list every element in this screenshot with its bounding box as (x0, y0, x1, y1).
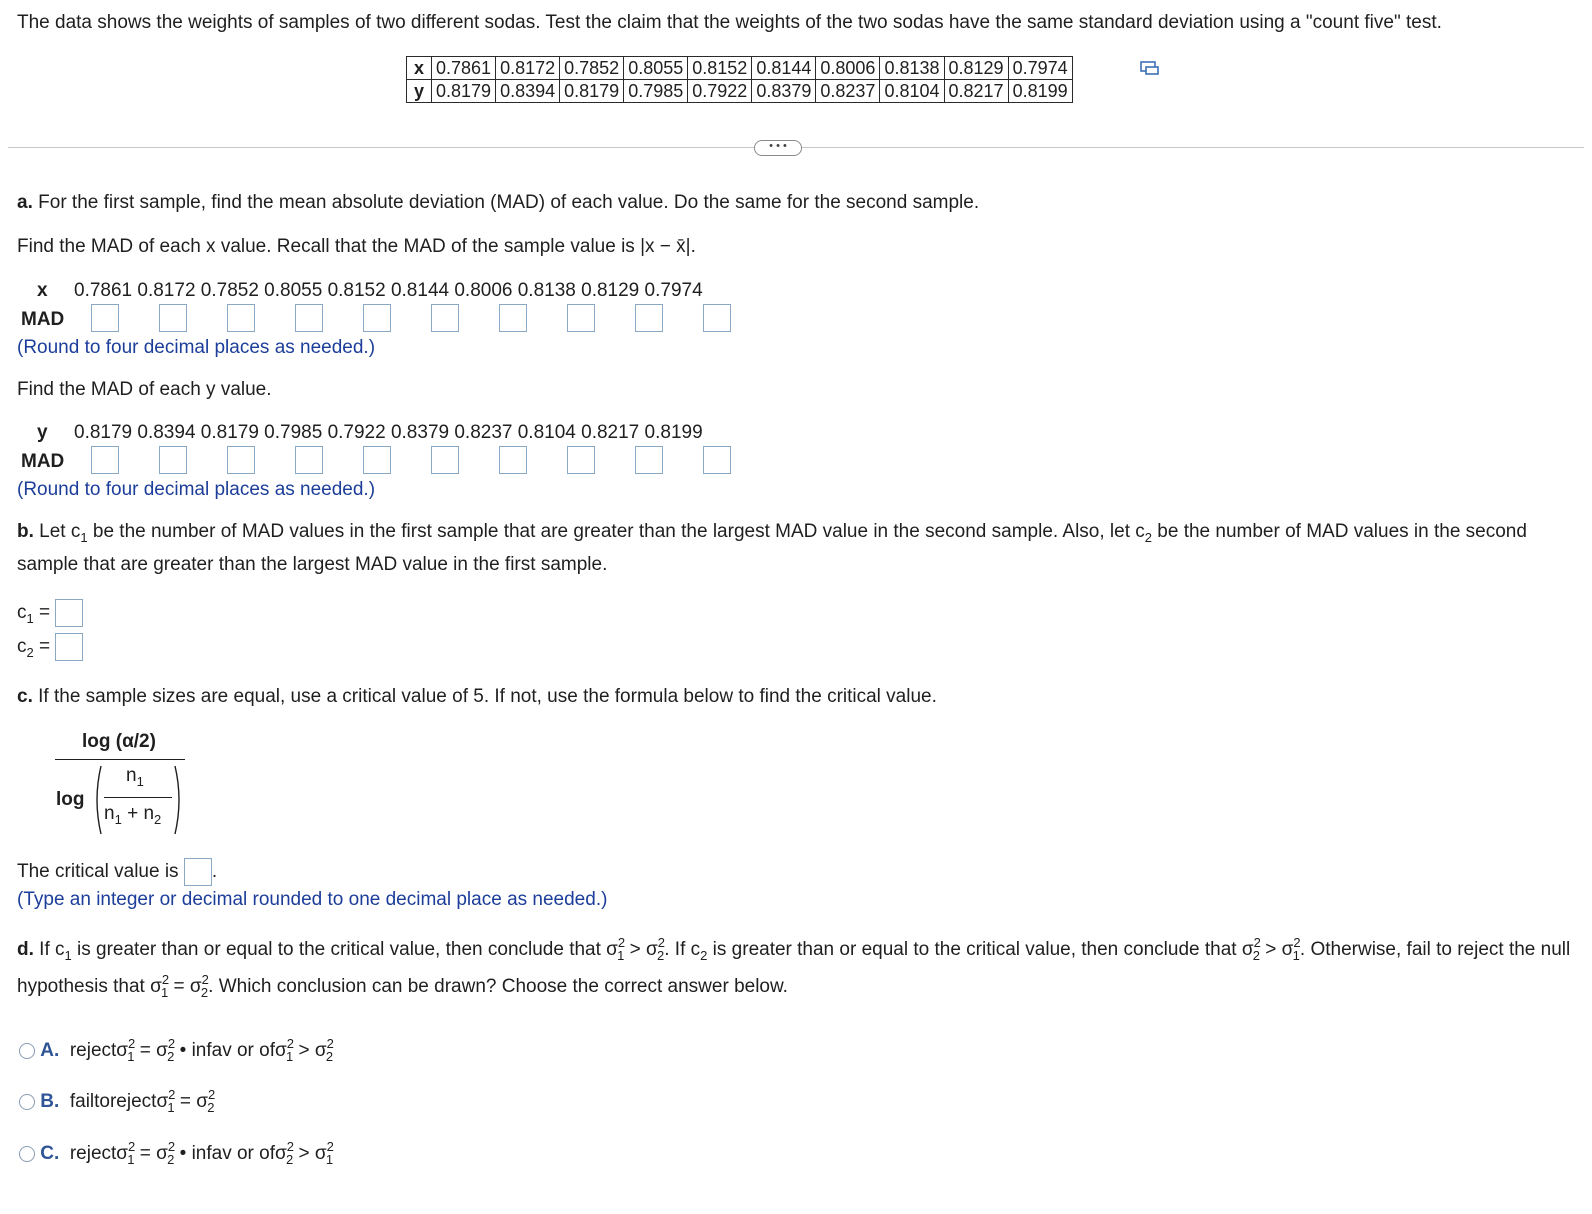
y-values-list: 0.8179 0.8394 0.8179 0.7985 0.7922 0.8379 0.8237 0.8104 0.8217 0.8199 (74, 422, 703, 443)
x-mad-inputs (91, 304, 771, 332)
subscript: 2 (26, 645, 34, 661)
option-c-text-d: > σ (293, 1143, 327, 1164)
subscript: 1 (127, 1152, 135, 1167)
subscript: 2 (167, 1049, 175, 1064)
table-cell: 0.8199 (1008, 80, 1072, 103)
superscript: 2 (128, 1036, 136, 1051)
table-cell: 0.8179 (432, 80, 496, 103)
x-mad-prompt (17, 236, 696, 258)
part-d-text-d: . If c (664, 939, 701, 960)
c2-row (17, 633, 83, 661)
part-a-heading (17, 192, 979, 214)
x-mad-input-10[interactable] (703, 304, 731, 332)
table-cell: 0.8144 (752, 57, 816, 80)
y-mad-input-3[interactable] (227, 446, 255, 474)
subscript: 1 (64, 948, 72, 963)
table-cell: 0.8055 (624, 57, 688, 80)
option-b-radio[interactable] (19, 1094, 35, 1110)
data-table-wrap (406, 56, 1073, 103)
part-c-heading (17, 686, 937, 708)
superscript: 2 (161, 972, 170, 987)
y-mad-prompt: Find the MAD of each y value. (17, 379, 272, 400)
mad-formula: |x − x̄|. (640, 236, 696, 257)
y-mad-input-7[interactable] (499, 446, 527, 474)
superscript: 2 (326, 1139, 334, 1154)
option-a-text-b: = σ (134, 1040, 168, 1061)
y-round-note: (Round to four decimal places as needed.) (17, 479, 376, 500)
table-label-y: y (407, 80, 432, 103)
option-c-text-c: • infav or ofσ (174, 1143, 287, 1164)
critical-value-row (17, 858, 217, 886)
table-row-y (407, 80, 1073, 103)
subscript: 1 (80, 530, 88, 545)
x-mad-input-4[interactable] (295, 304, 323, 332)
c2-label: c (17, 636, 27, 658)
x-row-label: x (37, 280, 48, 301)
y-values-row (37, 422, 48, 444)
subscript: 2 (657, 948, 665, 963)
superscript: 2 (1253, 935, 1261, 950)
y-mad-input-10[interactable] (703, 446, 731, 474)
question-intro: The data shows the weights of samples of two different sodas. Test the claim that the weights of the two sodas have the same standard deviation using a "count five" test. (17, 12, 1442, 33)
part-b-text (17, 516, 1577, 581)
x-mad-prompt-text: Find the MAD of each x value. Recall that the MAD of the sample value is (17, 236, 635, 257)
option-b-text-a: failtorejectσ (69, 1091, 169, 1112)
table-cell: 0.8237 (816, 80, 880, 103)
table-cell: 0.7974 (1008, 57, 1072, 80)
option-b-letter: B. (40, 1091, 60, 1112)
formula-numerator: log (α/2) (82, 731, 156, 752)
table-cell: 0.7852 (560, 57, 624, 80)
table-label-x: x (407, 57, 432, 80)
x-mad-input-1[interactable] (91, 304, 119, 332)
option-c[interactable] (19, 1139, 334, 1167)
y-mad-input-5[interactable] (363, 446, 391, 474)
table-cell: 0.8129 (944, 57, 1008, 80)
superscript: 2 (168, 1087, 176, 1102)
part-c-label: c. (17, 686, 33, 707)
subscript: 1 (26, 611, 34, 627)
period: . (211, 861, 218, 883)
x-mad-input-3[interactable] (227, 304, 255, 332)
part-a-label: a. (17, 192, 33, 213)
c1-input[interactable] (55, 599, 83, 627)
y-mad-input-4[interactable] (295, 446, 323, 474)
option-c-radio[interactable] (19, 1146, 35, 1162)
part-b-text-3: be the number of MAD values in the second sample that are greater than the largest MAD value in the first sample. (17, 521, 1527, 575)
superscript: 2 (286, 1139, 294, 1154)
part-a-text: For the first sample, find the mean absolute deviation (MAD) of each value. Do the same for the second sample. (38, 192, 980, 213)
table-cell: 0.7861 (432, 57, 496, 80)
table-cell: 0.8217 (944, 80, 1008, 103)
c2-input[interactable] (55, 633, 83, 661)
option-a-radio[interactable] (19, 1043, 35, 1059)
data-table (406, 56, 1073, 103)
superscript: 2 (286, 1036, 294, 1051)
table-cell: 0.7922 (688, 80, 752, 103)
option-a-text-a: rejectσ (69, 1040, 129, 1061)
subscript: 1 (325, 1152, 334, 1167)
option-b-text-b: = σ (174, 1091, 209, 1112)
part-d-text (17, 932, 1577, 1006)
option-b[interactable] (19, 1087, 216, 1115)
superscript: 2 (208, 1087, 216, 1102)
subscript: 1 (617, 948, 625, 963)
equals-sign: = (39, 636, 51, 658)
option-c-letter: C. (40, 1143, 60, 1164)
option-a[interactable] (19, 1036, 334, 1064)
x-mad-input-2[interactable] (159, 304, 187, 332)
subscript: 2 (207, 1100, 215, 1115)
equals-sign: = (39, 602, 51, 624)
table-cell: 0.8379 (752, 80, 816, 103)
y-mad-input-6[interactable] (431, 446, 459, 474)
y-mad-input-2[interactable] (159, 446, 187, 474)
option-a-letter: A. (40, 1040, 60, 1061)
n1-text: n (126, 765, 137, 786)
part-b-label: b. (17, 521, 34, 542)
x-values-list: 0.7861 0.8172 0.7852 0.8055 0.8152 0.8144 0.8006 0.8138 0.8129 0.7974 (74, 280, 703, 301)
subscript: 1 (136, 774, 144, 789)
subscript: 2 (700, 948, 708, 963)
formula-fraction-bar (55, 759, 185, 760)
subscript: 2 (1252, 948, 1261, 963)
y-mad-label: MAD (21, 451, 65, 472)
y-mad-inputs (91, 446, 771, 474)
subscript: 1 (167, 1100, 175, 1115)
n1-text: n (104, 803, 115, 824)
x-mad-label: MAD (21, 309, 65, 330)
x-mad-input-5[interactable] (363, 304, 391, 332)
superscript: 2 (167, 1036, 176, 1051)
superscript: 2 (657, 935, 666, 950)
x-mad-input-8[interactable] (567, 304, 595, 332)
table-cell: 0.8104 (880, 80, 944, 103)
formula-inner-denominator (104, 803, 161, 825)
option-a-text-c: • infav or ofσ (174, 1040, 287, 1061)
subscript: 2 (200, 985, 209, 1000)
c1-row (17, 599, 83, 627)
plus-n2-text: + n (121, 803, 155, 824)
table-cell: 0.8152 (688, 57, 752, 80)
subscript: 1 (127, 1049, 135, 1064)
x-mad-input-6[interactable] (431, 304, 459, 332)
subscript: 2 (1144, 530, 1152, 545)
superscript: 2 (326, 1036, 334, 1051)
x-values-row (37, 280, 48, 302)
more-options-button[interactable]: • • • (754, 140, 802, 156)
part-d-text-i: . Which conclusion can be drawn? Choose the correct answer below. (208, 976, 788, 997)
critical-value-input[interactable] (184, 858, 212, 886)
option-c-text-a: rejectσ (69, 1143, 129, 1164)
option-c-text-b: = σ (134, 1143, 168, 1164)
critical-value-note: (Type an integer or decimal rounded to one decimal place as needed.) (17, 889, 608, 910)
formula-inner-fraction-bar (104, 797, 172, 798)
part-d-text-g: . Otherwise, fail to reject the null hypothesis that σ (17, 939, 1571, 997)
part-d-text-c: > σ (624, 939, 658, 960)
subscript: 1 (161, 985, 169, 1000)
table-cell: 0.8394 (496, 80, 560, 103)
copy-data-icon[interactable] (1140, 60, 1160, 82)
y-mad-input-9[interactable] (635, 446, 663, 474)
table-cell: 0.7985 (624, 80, 688, 103)
part-d-text-a: If c (39, 939, 65, 960)
superscript: 2 (1293, 935, 1301, 950)
table-cell: 0.8138 (880, 57, 944, 80)
x-mad-input-9[interactable] (635, 304, 663, 332)
part-d-text-f: > σ (1260, 939, 1294, 960)
superscript: 2 (617, 935, 626, 950)
superscript: 2 (128, 1139, 136, 1154)
x-mad-input-7[interactable] (499, 304, 527, 332)
part-b-text-1: Let c (39, 521, 81, 542)
table-cell: 0.8179 (560, 80, 624, 103)
subscript: 1 (114, 812, 122, 827)
superscript: 2 (167, 1139, 176, 1154)
table-cell: 0.8006 (816, 57, 880, 80)
part-d-text-h: = σ (168, 976, 202, 997)
part-d-text-e: is greater than or equal to the critical value, then conclude that σ (707, 939, 1254, 960)
y-mad-input-1[interactable] (91, 446, 119, 474)
subscript: 2 (325, 1049, 334, 1064)
subscript: 1 (285, 1049, 294, 1064)
formula-log: log (56, 789, 85, 810)
part-d-text-b: is greater than or equal to the critical value, then conclude that σ (71, 939, 618, 960)
subscript: 2 (285, 1152, 294, 1167)
formula-inner-numerator (126, 765, 144, 787)
c1-label: c (17, 602, 27, 624)
part-c-text: If the sample sizes are equal, use a critical value of 5. If not, use the formula below to find the critical value. (38, 686, 937, 707)
y-mad-input-8[interactable] (567, 446, 595, 474)
subscript: 2 (154, 812, 162, 827)
option-a-text-d: > σ (293, 1040, 327, 1061)
superscript: 2 (201, 972, 209, 987)
subscript: 1 (1292, 948, 1300, 963)
y-row-label: y (37, 422, 48, 443)
subscript: 2 (167, 1152, 175, 1167)
table-row-x (407, 57, 1073, 80)
part-d-label: d. (17, 939, 34, 960)
table-cell: 0.8172 (496, 57, 560, 80)
critical-value-prompt: The critical value is (17, 861, 179, 883)
x-round-note: (Round to four decimal places as needed.) (17, 337, 376, 358)
part-b-text-2: be the number of MAD values in the first sample that are greater than the largest MAD value in the second sample. Also, let c (87, 521, 1145, 542)
